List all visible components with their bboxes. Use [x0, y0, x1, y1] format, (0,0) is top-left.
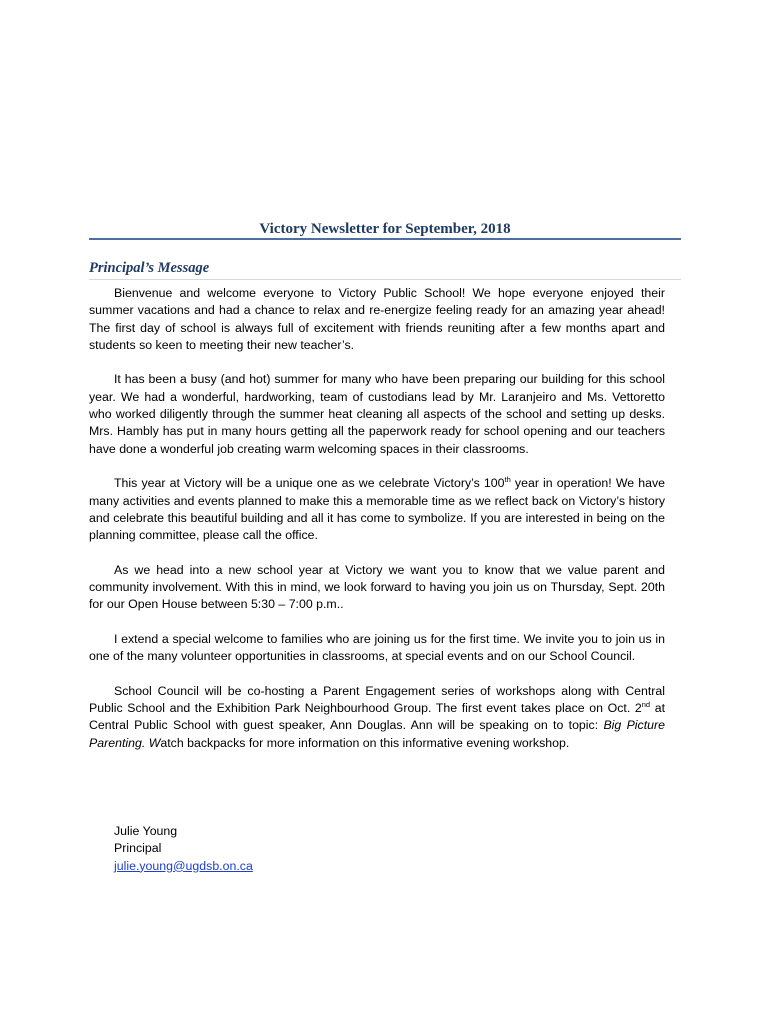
paragraph-workshops-text-middle: at Central Public School with guest speaker, Ann Douglas. Ann will be speaking on to topic:	[89, 701, 666, 733]
signature-role: Principal	[114, 841, 162, 856]
paragraph-workshops	[89, 683, 665, 752]
paragraph-centennial-text-start: This year at Victory will be a unique one as we celebrate Victory’s 100	[114, 476, 505, 491]
paragraph-centennial-text-end: year in operation! We have many activities and events planned to make this a memorable time as we reflect back on Victory’s history and celebrate this beautiful building and all it has come to symbolize. If you are interested in being on the planning committee, please call the office.	[89, 476, 665, 543]
signature-block	[114, 823, 253, 875]
message-body	[89, 285, 665, 752]
paragraph-open-house: As we head into a new school year at Victory we want you to know that we value parent and community involvement. With this in mind, we look forward to having you join us on Thursday, Sept. 20th for our Open House between 5:30 – 7:00 p.m..	[89, 562, 665, 612]
paragraph-workshops-text-end: atch backpacks for more information on this informative evening workshop.	[160, 735, 570, 750]
paragraph-volunteer: I extend a special welcome to families who are joining us for the first time. We invite you to join us in one of the many volunteer opportunities in classrooms, at special events and on our School Council.	[89, 631, 665, 664]
section-divider	[89, 279, 681, 280]
paragraph-workshops-text-start: School Council will be co-hosting a Parent Engagement series of workshops along with Central Public School and the Exhibition Park Neighbourhood Group. The first event takes place on Oct. 2	[89, 683, 665, 716]
paragraph-summer-preparation: It has been a busy (and hot) summer for many who have been preparing our building for this school year. We had a wonderful, hardworking, team of custodians lead by Mr. Laranjeiro and Ms. Vettoretto who worked diligently through the summer heat cleaning all aspects of the school and setting up desks. Mrs. Hambly has put in many hours getting all the paperwork ready for school opening and our teachers have done a wonderful job creating warm welcoming spaces in their classrooms.	[89, 372, 665, 456]
signature-name: Julie Young	[114, 824, 178, 838]
signature-email-link[interactable]: julie.young@ugdsb.on.ca	[114, 858, 253, 873]
paragraph-welcome: Bienvenue and welcome everyone to Victory Public School! We hope everyone enjoyed their summer vacations and had a chance to relax and re-energize feeling ready for an amazing year ahead! The first day of school is always full of excitement with friends reuniting after a few months apart and students so keen to meeting their new teacher’s.	[89, 286, 665, 352]
newsletter-title: Victory Newsletter for September, 2018	[259, 221, 511, 237]
ordinal-suffix: nd	[641, 700, 651, 710]
ordinal-suffix: th	[504, 475, 511, 485]
section-heading-principals-message: Principal’s Message	[89, 260, 210, 276]
paragraph-centennial	[89, 475, 665, 544]
workshop-title: Big Picture Parenting. W	[89, 718, 665, 750]
title-underline-divider	[89, 238, 681, 240]
